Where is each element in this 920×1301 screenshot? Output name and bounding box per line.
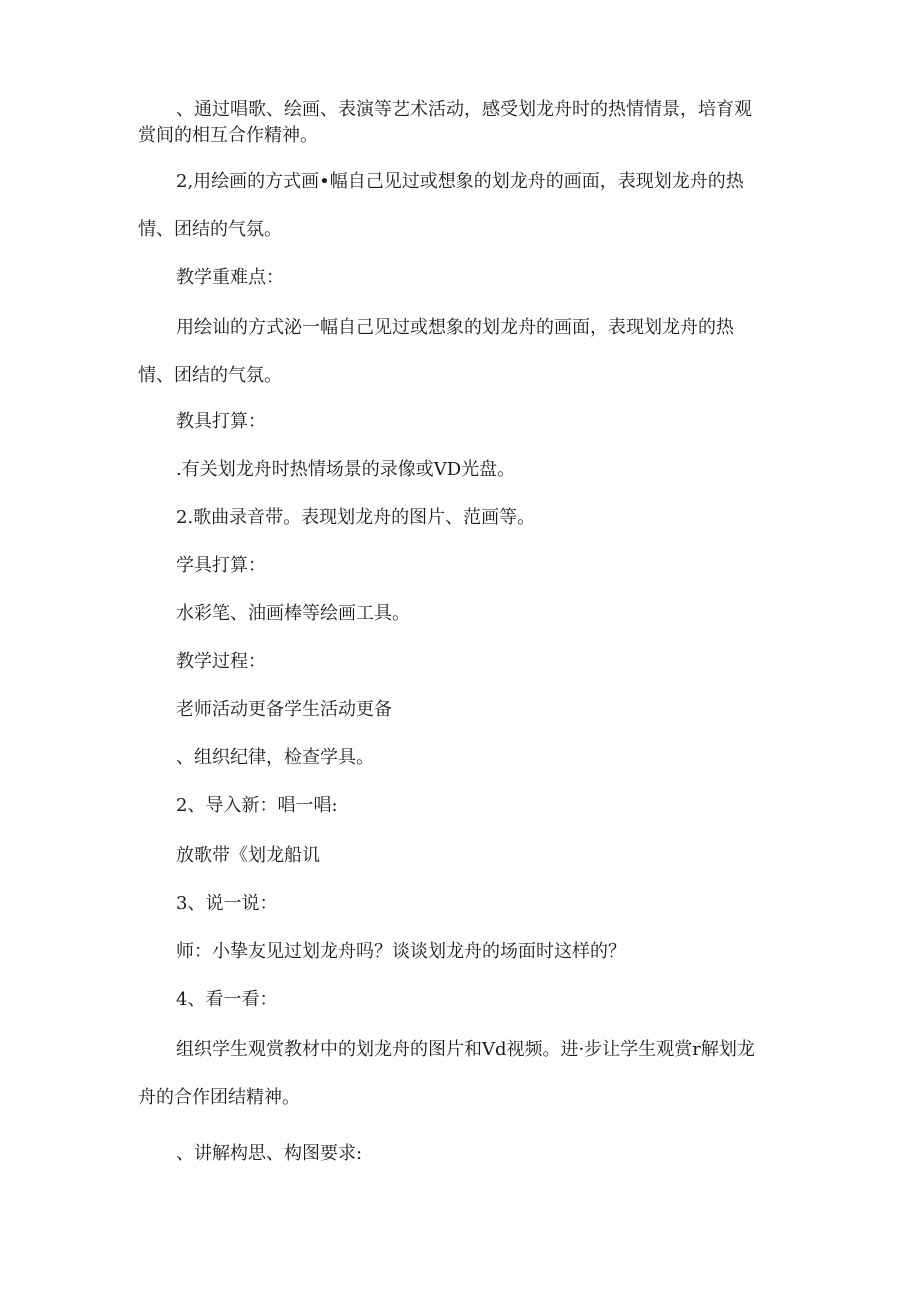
list-item-teaching-aid-2: 2.歌曲录音带。表现划龙舟的图片、范画等。 [176, 507, 536, 528]
list-item-step-3: 3、说一说： [176, 893, 278, 914]
paragraph-step-2-detail: 放歌带《划龙船讥 [176, 845, 320, 866]
heading-teaching-process: 教学过程： [176, 651, 266, 672]
paragraph-step-4-detail-line-2: 舟的合作团结精神。 [138, 1087, 300, 1108]
paragraph-objective-2-line-2: 情、团结的气氛。 [138, 219, 282, 240]
heading-student-tools: 学具打算： [176, 555, 266, 576]
paragraph-student-tools: 水彩笔、油画棒等绘画工具。 [176, 603, 410, 624]
heading-key-points: 教学重难点： [176, 267, 284, 288]
paragraph-key-points-line-1: 用绘讪的方式泌一幅自己见过或想象的划龙舟的画面，表现划龙舟的热 [176, 317, 734, 338]
paragraph-step-3-detail: 师：小挚友见过划龙舟吗？谈谈划龙舟的场面时这样的？ [176, 941, 626, 962]
paragraph-key-points-line-2: 情、团结的气氛。 [138, 365, 282, 386]
list-item-step-1: 、组织纪律，检查学具。 [176, 747, 374, 768]
paragraph-objective-2-line-1: 2,用绘画的方式画•幅自己见过或想象的划龙舟的画面，表现划龙舟的热 [176, 171, 744, 192]
heading-teaching-aids: 教具打算： [176, 411, 266, 432]
paragraph-step-4-detail-line-1: 组织学生观赏教材中的划龙舟的图片和Vd视频。进·步让学生观赏r解划龙 [176, 1039, 755, 1060]
list-item-step-4: 4、看一看： [176, 989, 278, 1010]
list-item-step-5: 、讲解构思、构图要求: [176, 1143, 363, 1164]
paragraph-objective-1-line-1: 、通过唱歌、绘画、表演等艺术活动，感受划龙舟时的热情情景，培育观 [176, 99, 752, 120]
list-item-step-2: 2、导入新：唱一唱: [176, 795, 338, 816]
paragraph-activity-columns: 老师活动更备学生活动更备 [176, 699, 392, 720]
paragraph-objective-1-line-2: 赏间的相互合作精神。 [138, 125, 318, 146]
list-item-teaching-aid-1: .有关划龙舟时热情场景的录像或VD光盘。 [176, 459, 516, 480]
